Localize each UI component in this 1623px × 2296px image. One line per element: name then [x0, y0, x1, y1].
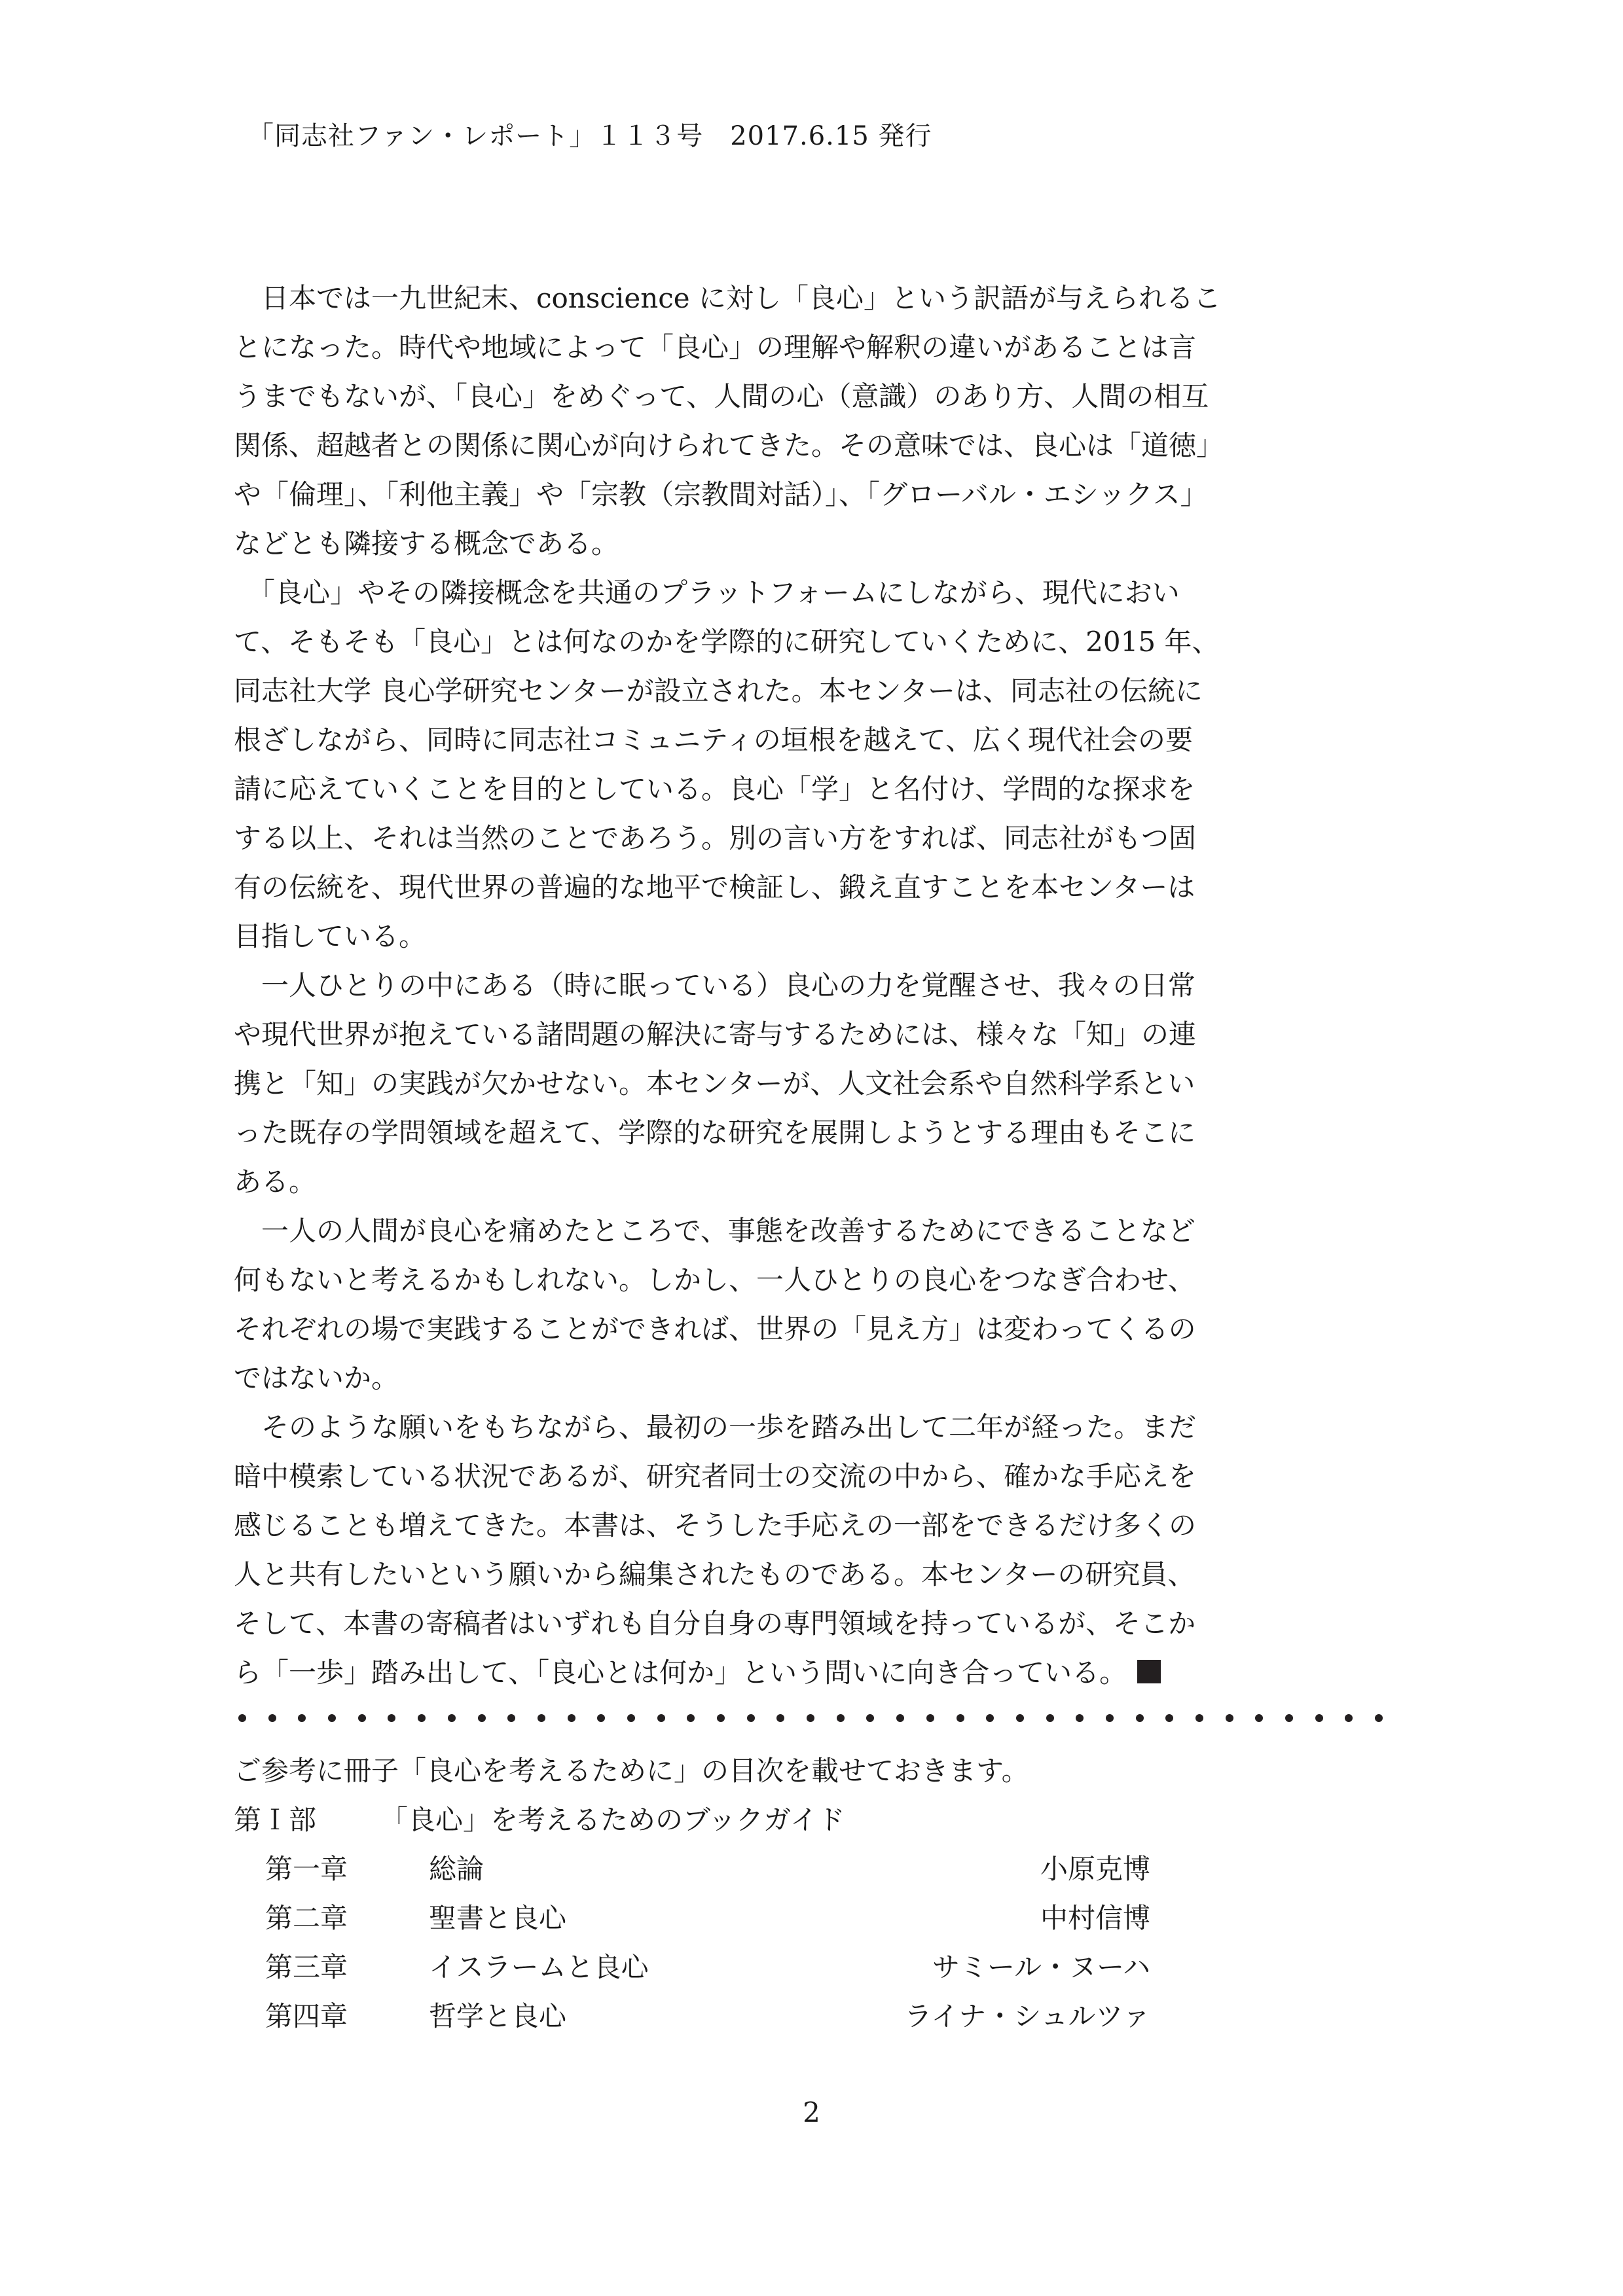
- body-line: て、そもそも「良心」とは何なのかを学際的に研究していくために、2015 年、: [234, 626, 1220, 658]
- body-line: 目指している。: [234, 920, 427, 952]
- dotted-separator: [238, 1704, 1404, 1732]
- separator-dot: [627, 1714, 635, 1722]
- toc-chapter-list: [0, 1844, 1623, 2041]
- body-line: そのような願いをもちながら、最初の一歩を踏み出して二年が経った。まだ: [234, 1411, 1197, 1443]
- body-line: 暗中模索している状況であるが、研究者同士の交流の中から、確かな手応えを: [234, 1460, 1197, 1492]
- body-text: [234, 274, 1394, 1697]
- body-line: 関係、超越者との関係に関心が向けられてきた。その意味では、良心は「道徳」: [234, 429, 1224, 461]
- separator-dot: [896, 1714, 904, 1722]
- separator-dot: [1345, 1714, 1353, 1722]
- end-mark-square-icon: [1137, 1660, 1161, 1683]
- body-line: 請に応えていくことを目的としている。良心「学」と名付け、学問的な探求を: [234, 773, 1195, 805]
- body-line: や「倫理」、「利他主義」や「宗教（宗教間対話）」、「グローバル・エシックス」: [234, 478, 1208, 511]
- body-line: った既存の学問領域を超えて、学際的な研究を展開しようとする理由もそこに: [234, 1117, 1196, 1149]
- separator-dot: [1285, 1714, 1293, 1722]
- toc-part-title: 「良心」を考えるためのブックガイド: [380, 1804, 845, 1836]
- separator-dot: [687, 1714, 695, 1722]
- separator-dot: [1195, 1714, 1203, 1722]
- chapter-author: ライナ・シュルツァ: [904, 2000, 1150, 2032]
- body-line: 有の伝統を、現代世界の普遍的な地平で検証し、鍛え直すことを本センターは: [234, 871, 1195, 903]
- separator-dot: [238, 1714, 246, 1722]
- separator-dot: [538, 1714, 545, 1722]
- body-line: 感じることも増えてきた。本書は、そうした手応えの一部をできるだけ多くの: [234, 1509, 1197, 1541]
- separator-dot: [568, 1714, 575, 1722]
- separator-dot: [957, 1714, 964, 1722]
- separator-dot: [1375, 1714, 1383, 1722]
- body-line: 人と共有したいという願いから編集されたものである。本センターの研究員、: [234, 1558, 1195, 1590]
- toc-chapter-row: [0, 1943, 1623, 1992]
- chapter-number: 第三章: [265, 1951, 348, 1983]
- page-number: 2: [803, 2096, 820, 2128]
- separator-dot: [507, 1714, 515, 1722]
- toc-chapter-row: [0, 1844, 1623, 1893]
- body-line: 一人の人間が良心を痛めたところで、事態を改善するためにできることなど: [234, 1215, 1195, 1247]
- separator-dot: [298, 1714, 306, 1722]
- body-line: 「良心」やその隣接概念を共通のプラットフォームにしながら、現代におい: [234, 577, 1180, 609]
- separator-dot: [328, 1714, 336, 1722]
- chapter-title: 聖書と良心: [429, 1902, 567, 1934]
- separator-dot: [1136, 1714, 1144, 1722]
- body-line: する以上、それは当然のことであろう。別の言い方をすれば、同志社がもつ固: [234, 822, 1197, 854]
- chapter-number: 第四章: [265, 2000, 348, 2032]
- body-line: や現代世界が抱えている諸問題の解決に寄与するためには、様々な「知」の連: [234, 1018, 1197, 1050]
- separator-dot: [1106, 1714, 1114, 1722]
- separator-dot: [597, 1714, 605, 1722]
- separator-dot: [747, 1714, 755, 1722]
- separator-dot: [1076, 1714, 1084, 1722]
- separator-dot: [388, 1714, 395, 1722]
- body-line: ではないか。: [234, 1362, 399, 1394]
- body-line: 日本では一九世紀末、conscience に対し「良心」という訳語が与えられるこ: [234, 282, 1222, 314]
- body-line: などとも隣接する概念である。: [234, 528, 619, 560]
- body-line: 根ざしながら、同時に同志社コミュニティの垣根を越えて、広く現代社会の要: [234, 724, 1193, 756]
- separator-dot: [448, 1714, 456, 1722]
- body-line: とになった。時代や地域によって「良心」の理解や解釈の違いがあることは言: [234, 331, 1197, 363]
- chapter-number: 第二章: [265, 1902, 348, 1934]
- chapter-author: 中村信博: [1040, 1902, 1150, 1934]
- body-line: 一人ひとりの中にある（時に眠っている）良心の力を覚醒させ、我々の日常: [234, 969, 1195, 1001]
- separator-dot: [1016, 1714, 1024, 1722]
- body-line-last: [234, 1648, 1394, 1697]
- toc-part-number: 第Ｉ部: [234, 1804, 317, 1836]
- separator-dot: [986, 1714, 994, 1722]
- separator-dot: [657, 1714, 665, 1722]
- chapter-author: 小原克博: [1040, 1853, 1150, 1885]
- separator-dot: [1165, 1714, 1173, 1722]
- chapter-number: 第一章: [265, 1853, 348, 1885]
- separator-dot: [1046, 1714, 1054, 1722]
- separator-dot: [478, 1714, 486, 1722]
- body-line: ある。: [234, 1166, 317, 1198]
- body-line: うまでもないが、「良心」をめぐって、人間の心（意識）のあり方、人間の相互: [234, 380, 1209, 412]
- toc-chapter-row: [0, 1893, 1623, 1943]
- separator-dot: [358, 1714, 366, 1722]
- separator-dot: [1255, 1714, 1263, 1722]
- separator-dot: [926, 1714, 934, 1722]
- page-header: 「同志社ファン・レポート」１１３号 2017.6.15 発行: [247, 121, 932, 151]
- separator-dot: [418, 1714, 426, 1722]
- toc-chapter-row: [0, 1992, 1623, 2041]
- body-line: 携と「知」の実践が欠かせない。本センターが、人文社会系や自然科学系とい: [234, 1067, 1195, 1100]
- chapter-title: 哲学と良心: [429, 2000, 567, 2032]
- body-line-last-text: ら「一歩」踏み出して、「良心とは何か」という問いに向き合っている。: [234, 1657, 1127, 1689]
- body-line: それぞれの場で実践することができれば、世界の「見え方」は変わってくるの: [234, 1313, 1196, 1345]
- toc-intro: ご参考に冊子「良心を考えるために」の目次を載せておきます。: [234, 1755, 1029, 1787]
- separator-dot: [807, 1714, 814, 1722]
- separator-dot: [268, 1714, 276, 1722]
- separator-dot: [837, 1714, 845, 1722]
- separator-dot: [776, 1714, 784, 1722]
- separator-dot: [866, 1714, 874, 1722]
- body-line: そして、本書の寄稿者はいずれも自分自身の専門領域を持っているが、そこか: [234, 1607, 1196, 1640]
- body-line: 何もないと考えるかもしれない。しかし、一人ひとりの良心をつなぎ合わせ、: [234, 1264, 1195, 1296]
- chapter-author: サミール・ヌーハ: [932, 1951, 1150, 1983]
- separator-dot: [717, 1714, 725, 1722]
- chapter-title: イスラームと良心: [429, 1951, 649, 1983]
- separator-dot: [1315, 1714, 1323, 1722]
- separator-dot: [1226, 1714, 1233, 1722]
- body-line: 同志社大学 良心学研究センターが設立された。本センターは、同志社の伝統に: [234, 675, 1203, 707]
- chapter-title: 総論: [429, 1853, 484, 1885]
